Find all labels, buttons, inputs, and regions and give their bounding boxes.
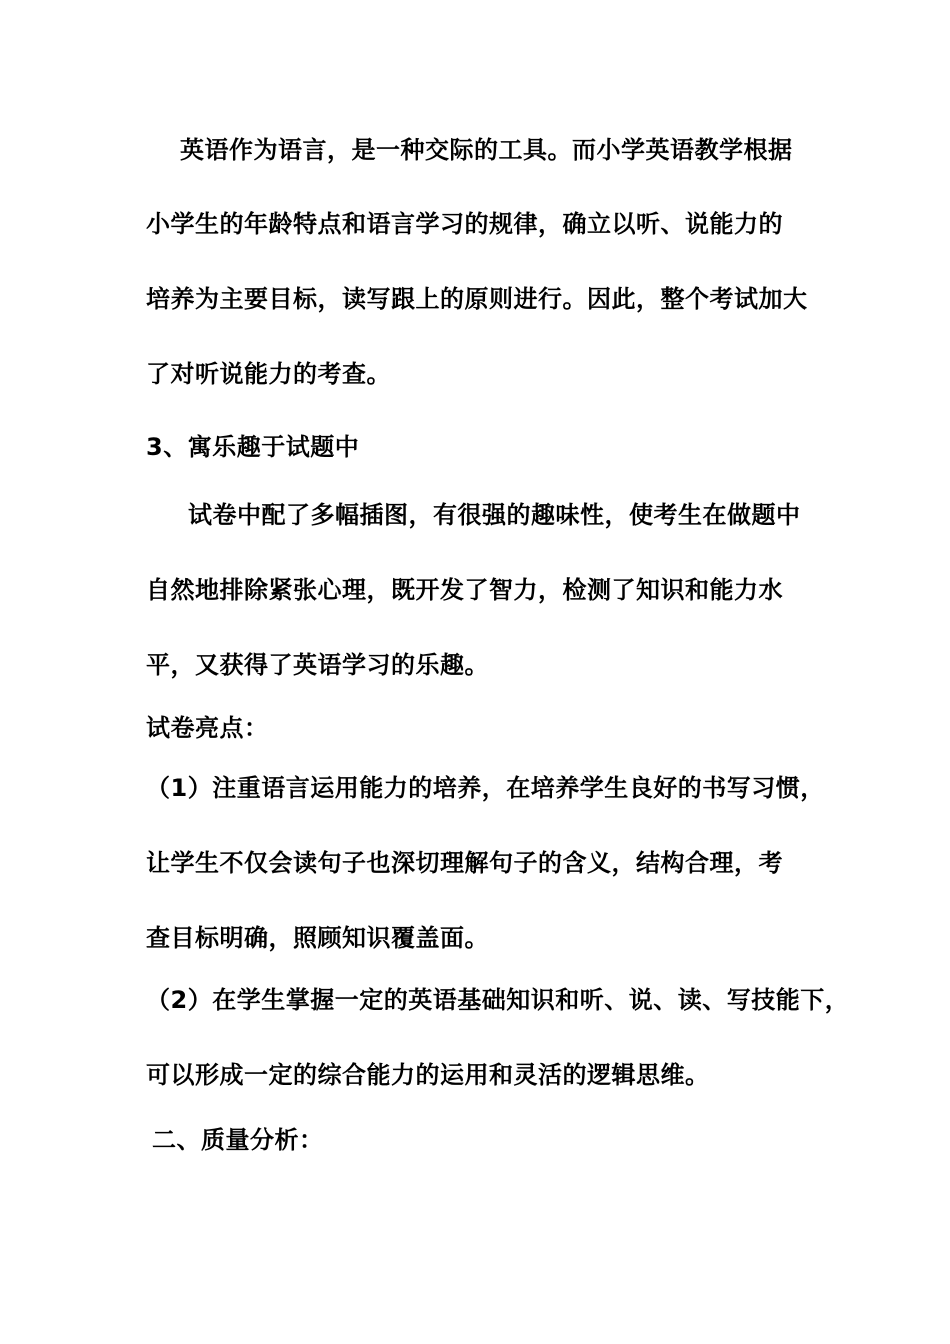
section-heading: 3、寓乐趣于试题中	[146, 433, 360, 461]
paragraph-line: 平，又获得了英语学习的乐趣。	[146, 651, 489, 679]
list-item-line: 可以形成一定的综合能力的运用和灵活的逻辑思维。	[146, 1061, 710, 1089]
paragraph-line: 英语作为语言，是一种交际的工具。而小学英语教学根据	[180, 136, 793, 164]
list-item-line: （1）注重语言运用能力的培养，在培养学生良好的书写习惯，	[146, 774, 825, 802]
paragraph-line: 自然地排除紧张心理，既开发了智力，检测了知识和能力水	[146, 576, 783, 604]
paragraph-line: 培养为主要目标，读写跟上的原则进行。因此，整个考试加大	[146, 285, 808, 313]
list-item-line: 让学生不仅会读句子也深切理解句子的含义，结构合理，考	[146, 849, 783, 877]
paragraph-line: 小学生的年龄特点和语言学习的规律，确立以听、说能力的	[146, 210, 783, 238]
paragraph-line: 了对听说能力的考查。	[146, 360, 391, 388]
paragraph-line: 试卷中配了多幅插图，有很强的趣味性，使考生在做题中	[188, 501, 801, 529]
section-heading: 二、质量分析：	[152, 1126, 324, 1154]
list-item-line: （2）在学生掌握一定的英语基础知识和听、说、读、写技能下，	[146, 986, 850, 1014]
list-item-line: 查目标明确，照顾知识覆盖面。	[146, 924, 489, 952]
highlights-label: 试卷亮点：	[146, 714, 269, 742]
